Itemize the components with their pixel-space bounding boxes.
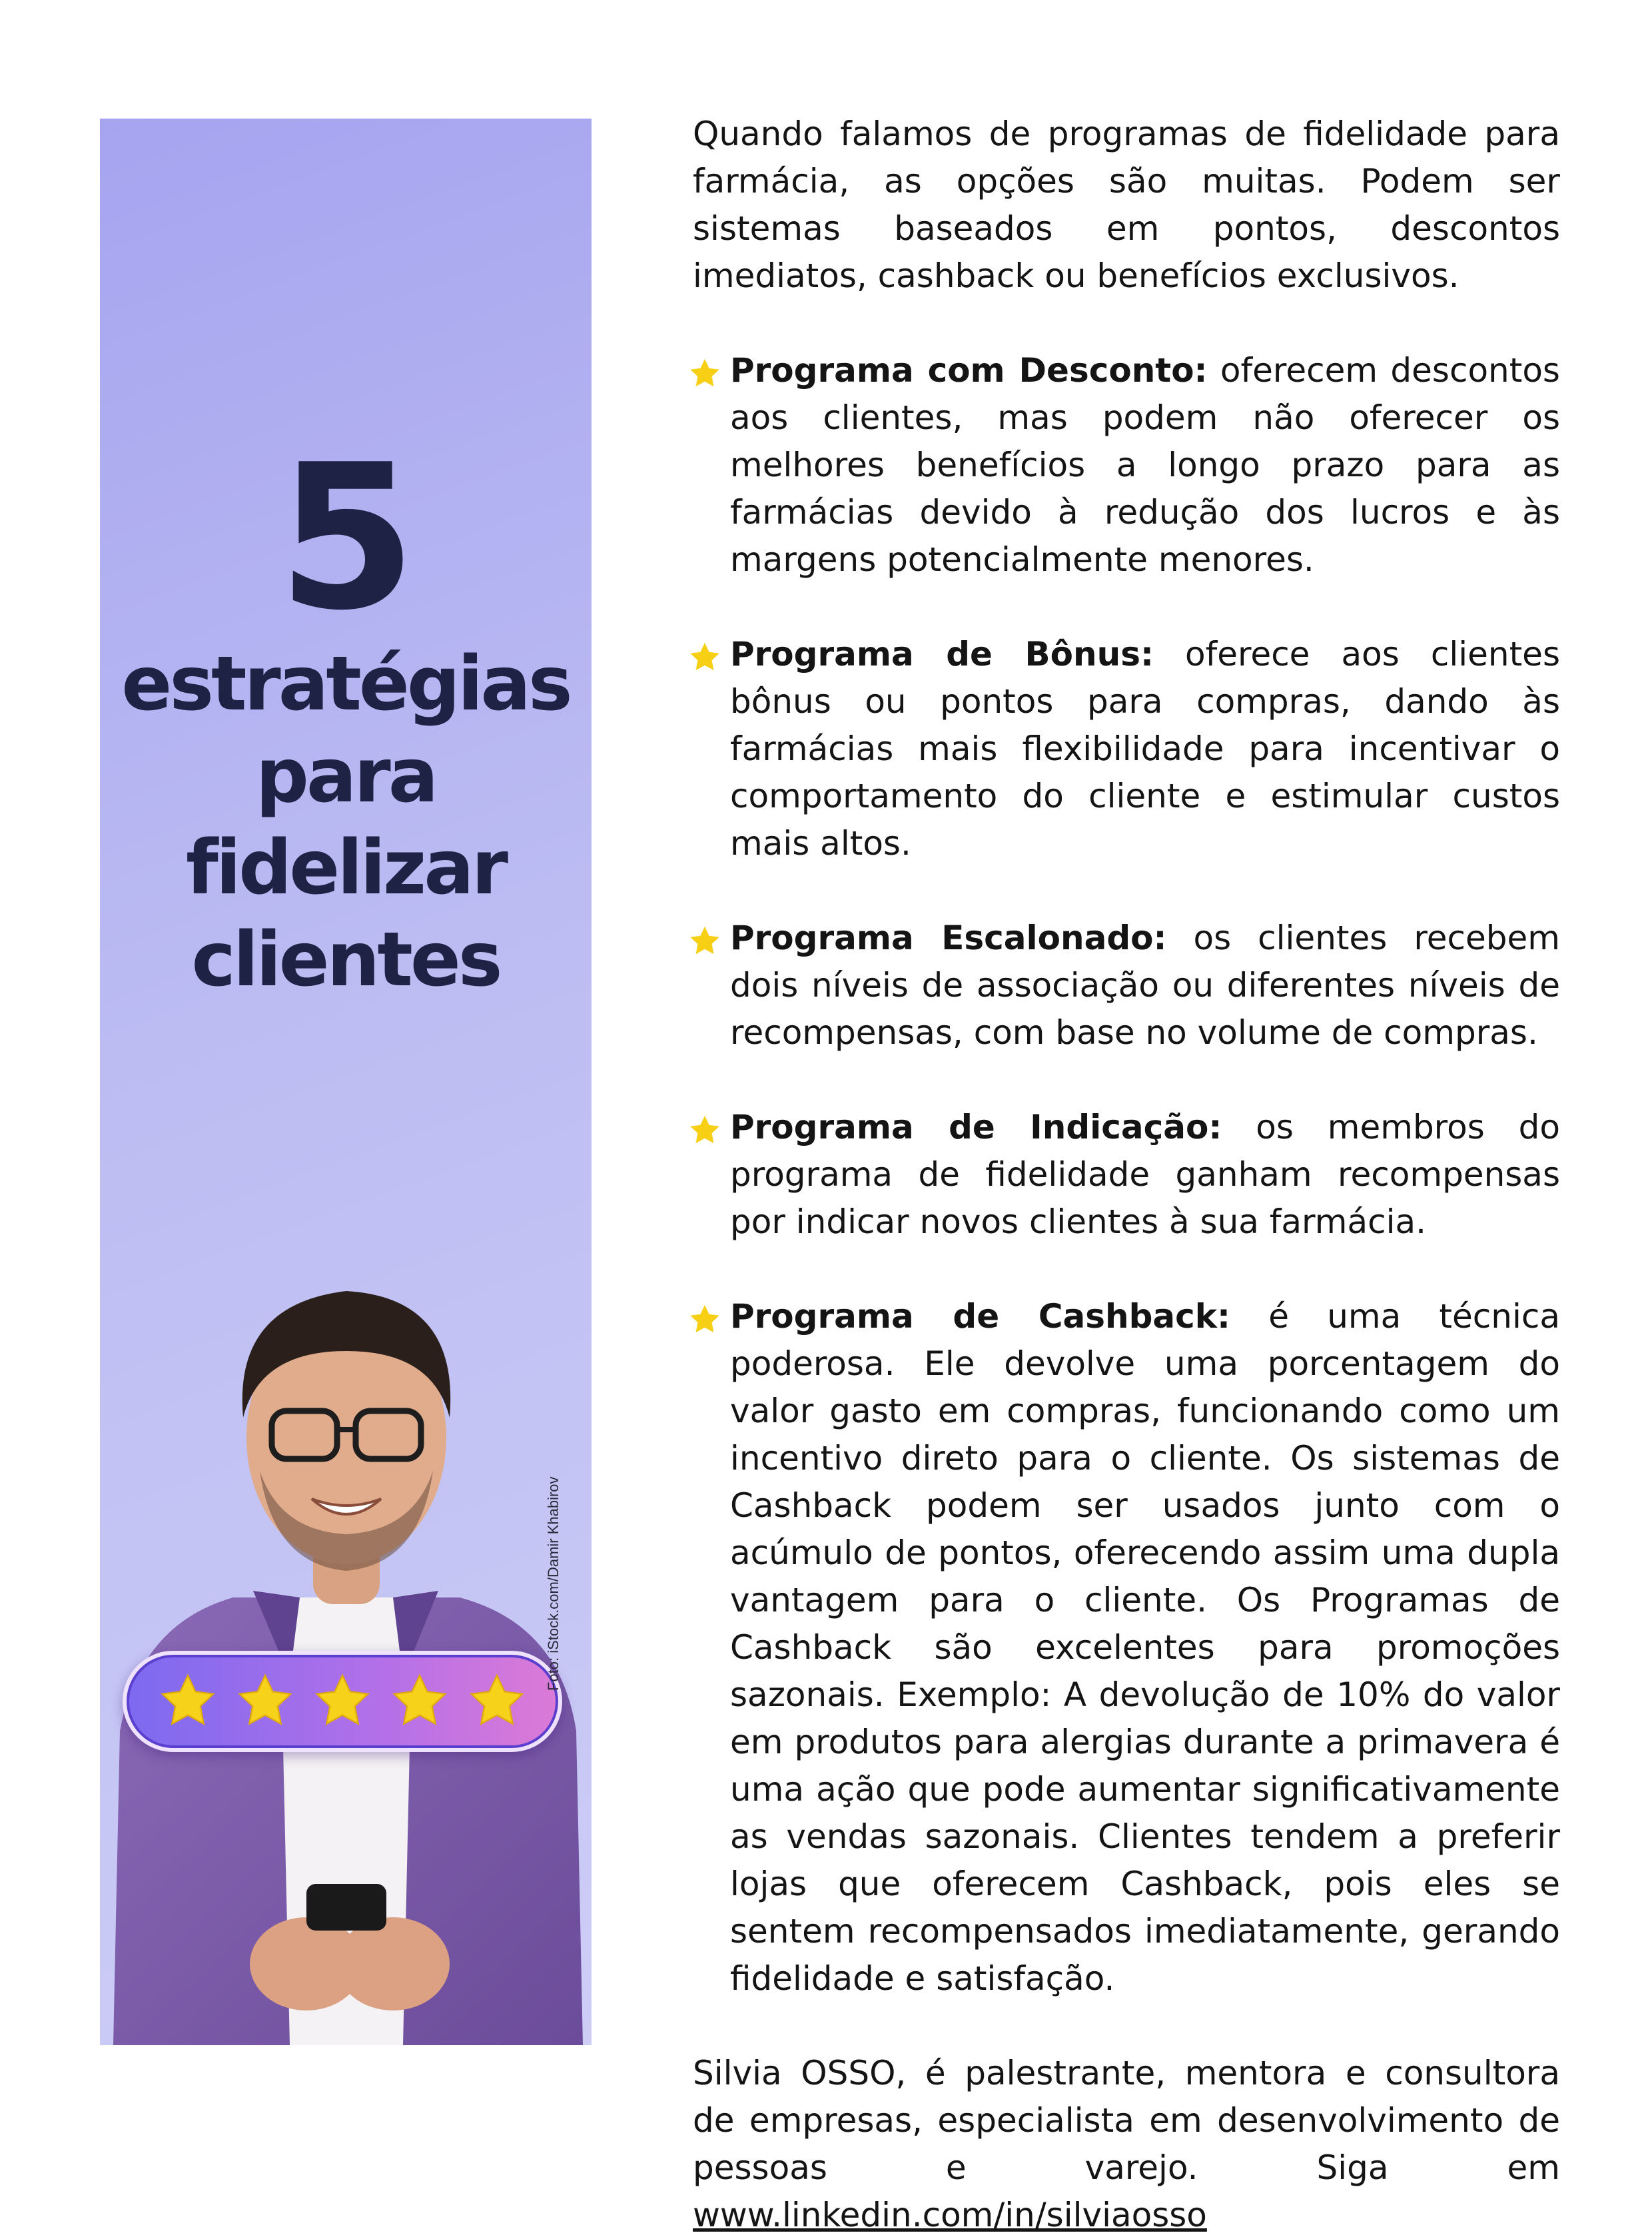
program-item: [693, 1293, 1560, 2003]
program-text: oferece aos clientes bônus ou pontos para compras, dando às farmácias mais flexibilidade para incentivar o comportamento do cliente e estimular custos mais altos.: [730, 635, 1560, 863]
star-icon: [312, 1671, 373, 1732]
program-text: é uma técnica poderosa. Ele devolve uma porcentagem do valor gasto em compras, funcionando como um incentivo direto para o cliente. Os sistemas de Cashback podem ser usados junto com o acúmulo de pontos, oferecendo assim uma dupla vantagem para o cliente. Os Programas de Cashback são excelentes para promoções sazonais. Exemplo: A devolução de 10% do valor em produtos para alergias durante a primavera é uma ação que pode aumentar significativamente as vendas sazonais. Clientes tendem a preferir lojas que oferecem Cashback, pois eles se sentem recompensados imediatamente, gerando fidelidade e satisfação.: [730, 1297, 1560, 1998]
program-title: Programa Escalonado:: [730, 919, 1167, 957]
program-text: os clientes recebem dois níveis de associação ou diferentes níveis de recompensas, com base no volume de compras.: [730, 919, 1560, 1052]
star-icon: [687, 1113, 722, 1148]
program-text: os membros do programa de fidelidade ganham recompensas por indicar novos clientes à sua farmácia.: [730, 1108, 1560, 1241]
star-icon: [687, 356, 722, 391]
banner-title-line: estratégias: [121, 641, 570, 727]
article-banner: [100, 119, 592, 2045]
star-icon: [687, 640, 722, 675]
photo-credit: Foto: iStock.com/Damir Khabirov: [545, 1476, 562, 1691]
banner-title-line: para: [255, 733, 436, 819]
banner-title-line: fidelizar: [185, 825, 506, 911]
program-title: Programa de Bônus:: [730, 635, 1154, 673]
program-title: Programa de Cashback:: [730, 1297, 1231, 1336]
program-item: [693, 631, 1560, 867]
program-text: oferecem descontos aos clientes, mas podem não oferecer os melhores benefícios a longo prazo para as farmácias devido à redução dos lucros e às margens potencialmente menores.: [730, 351, 1560, 579]
star-icon: [687, 1302, 722, 1337]
program-item: [693, 347, 1560, 584]
star-icon: [234, 1671, 296, 1732]
author-signature: [693, 2050, 1560, 2239]
banner-title: [100, 422, 592, 1006]
program-item: [693, 915, 1560, 1057]
star-icon: [466, 1671, 528, 1732]
linkedin-link[interactable]: www.linkedin.com/in/silviaosso: [693, 2196, 1207, 2234]
five-star-rating: [123, 1651, 562, 1752]
man-with-phone-photo: [100, 1251, 592, 2045]
banner-title-line: clientes: [191, 917, 500, 1003]
program-title: Programa de Indicação:: [730, 1108, 1222, 1146]
program-title: Programa com Desconto:: [730, 351, 1208, 390]
star-icon: [157, 1671, 218, 1732]
program-item: [693, 1104, 1560, 1246]
star-icon: [687, 924, 722, 959]
signature-text: Silvia OSSO, é palestrante, mentora e consultora de empresas, especialista em desenvolvimento de pessoas e varejo. Siga em: [693, 2054, 1560, 2187]
intro-paragraph: Quando falamos de programas de fidelidade para farmácia, as opções são muitas. Podem ser sistemas baseados em pontos, descontos imediatos, cashback ou benefícios exclusivos.: [693, 115, 1560, 295]
banner-number: 5: [277, 422, 414, 654]
article-body: [693, 111, 1560, 2239]
star-icon: [389, 1671, 450, 1732]
